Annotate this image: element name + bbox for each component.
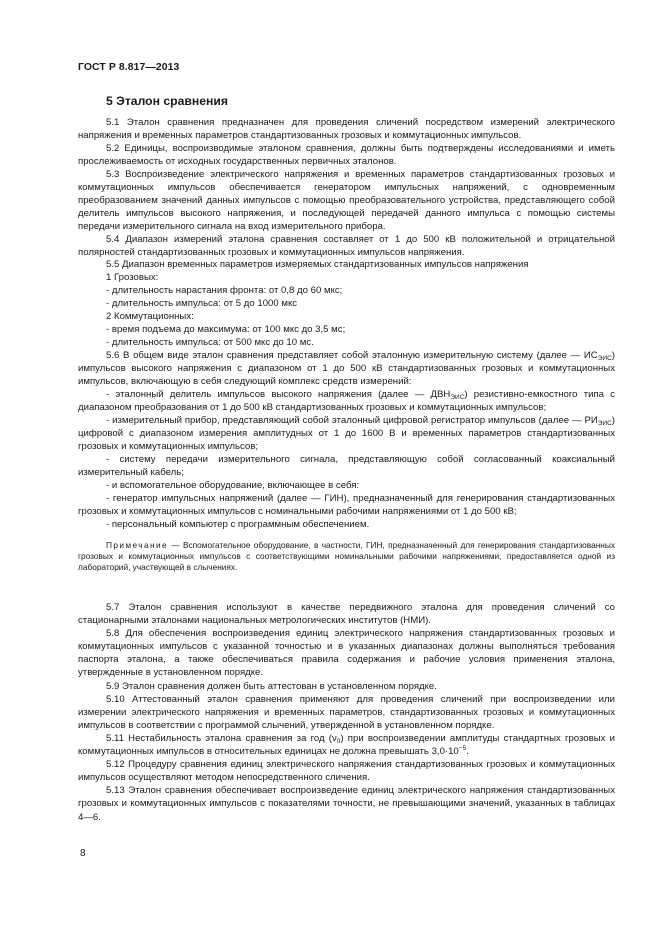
document-header: ГОСТ Р 8.817—2013	[78, 62, 180, 73]
clause-5-6: 5.6 В общем виде эталон сравнения представляет собой эталонную измерительную систему (далее — $ИС_{ЭИС}$) импульсов высокого напряжения с диапазоном от 1 до 500 кВ стандартизованных грозовых и коммутационных импульсов, включающую в себя следующий комплекс средств измерений:	[78, 350, 615, 388]
clause-5-5-lightning-heading: 1 Грозовых:	[106, 272, 159, 284]
clause-5-9: 5.9 Эталон сравнения должен быть аттестован в установленном порядке.	[106, 680, 437, 692]
clause-5-12: 5.12 Процедуру сравнения единиц электрического напряжения стандартизованных грозовых и коммутационных импульсов осуществляют методом непосредственного сличения.	[78, 759, 615, 784]
section-body-bottom	[78, 601, 615, 824]
page-number: 8	[80, 848, 86, 859]
clause-5-5-switching-heading: 2 Коммутационных:	[106, 311, 194, 323]
clause-5-6-item-recorder: - измерительный прибор, представляющий собой эталонный цифровой регистратор импульсов (далее — $РИ_{ЭИС}$) цифровой с диапазоном измерения амплитудных от 1 до 1600 В и временных параметров стандартизованных грозовых и коммутационных импульсов;	[78, 414, 615, 452]
clause-5-3: 5.3 Воспроизведение электрического напряжения и временных параметров стандартизованных грозовых и коммутационных импульсов обеспечивается генератором импульсных напряжений, с одновременным преобразованием значений данных импульсов с помощью преобразовательного устройства, представляющего собой делитель импульсов высокого напряжения, и последующей передачей данного импульса с помощью системы передачи измерительного сигнала на вход измерительного прибора.	[78, 168, 615, 232]
clause-5-5: 5.5 Диапазон временных параметров измеряемых стандартизованных импульсов напряжения	[106, 259, 529, 271]
note-label: Примечание	[106, 539, 169, 550]
clause-5-8: 5.8 Для обеспечения воспроизведения единиц электрического напряжения стандартизованных грозовых и коммутационных импульсов с указанной точностью и в указанных диапазонах должны выполняться требования паспорта эталона, а также обеспечиваться правила содержания и рабочие условия применения эталона, утвержденные в установленном порядке.	[78, 628, 615, 679]
section-body-top	[78, 117, 615, 582]
note	[78, 540, 615, 573]
clause-5-5-switching-item: - время подъема до максимума: от 100 мкс до 3,5 мс;	[106, 324, 346, 336]
note-text: — Вспомогательное оборудование, в частности, ГИН, предназначенный для генерирования стандартизованных грозовых и коммутационных импульсов с соответствующими номинальными рабочими напряжениями, предоставляется одной из лабораторий, участвующей в слычениях.	[78, 539, 615, 572]
clause-5-6-item-generator: - генератор импульсных напряжений (далее — ГИН), предназначенный для генерирования стандартизованных грозовых и коммутационных импульсов с номинальными рабочими напряжениями от 1 до 500 кВ;	[78, 492, 615, 517]
clause-5-2: 5.2 Единицы, воспроизводимые эталоном сравнения, должны быть подтверждены исследованиями и иметь прослеживаемость от исходных государственных первичных эталонов.	[78, 142, 615, 167]
clause-5-4: 5.4 Диапазон измерений эталона сравнения составляет от 1 до 500 кВ положительной и отрицательной полярностей стандартизованных грозовых и коммутационных импульсов напряжения.	[78, 233, 615, 258]
clause-5-11: 5.11 Нестабильность эталона сравнения за год $(\nu_0)$ при воспроизведении амплитуды стандартных грозовых и коммутационных импульсов в относительных единицах не должна превышать $3,0\cdot 10^{-5}$.	[78, 732, 615, 758]
clause-5-1: 5.1 Эталон сравнения предназначен для проведения сличений посредством измерений электрического напряжения и временных параметров стандартизованных грозовых и коммутационных импульсов.	[78, 117, 615, 141]
clause-5-10: 5.10 Аттестованный эталон сравнения применяют для проведения сличений при воспроизведении или измерении электрического напряжения и временных параметров, стандартизованных грозовых и коммутационных импульсов в соответствии с программой слычений, утвержденной в установленном порядке.	[78, 693, 615, 731]
clause-5-5-lightning-item: - длительность импульса: от 5 до 1000 мкс	[106, 298, 298, 310]
clause-5-5-switching-item: - длительность импульса: от 500 мкс до 10 мс.	[106, 337, 314, 349]
clause-5-13: 5.13 Эталон сравнения обеспечивает воспроизведение единиц электрического напряжения стандартизованных грозовых и коммутационных импульсов с показателями точности, не превышающими значений, указанных в таблицах 4—6.	[78, 785, 615, 823]
clause-5-7: 5.7 Эталон сравнения используют в качестве передвижного эталона для проведения сличений со стационарными эталонами национальных метрологических институтов (НМИ).	[78, 602, 615, 627]
clause-5-6-item-computer: - персональный компьютер с программным обеспечением.	[106, 518, 370, 530]
clause-5-6-item-cable: - систему передачи измерительного сигнала, представляющую собой согласованный коаксиальный измерительный кабель;	[78, 453, 615, 478]
clause-5-6-item-aux: - и вспомогательное оборудование, включающее в себя:	[106, 479, 360, 491]
section-title: 5 Эталон сравнения	[106, 94, 228, 108]
clause-5-6-item-divider: - эталонный делитель импульсов высокого напряжения (далее — $ДВН_{ЭИС}$) резистивно-емкостного типа с диапазоном преобразования от 1 до 500 кВ стандартизованных грозовых и коммутационных импульсов;	[78, 389, 615, 413]
clause-5-5-lightning-item: - длительность нарастания фронта: от 0,8 до 60 мкс;	[106, 285, 343, 297]
